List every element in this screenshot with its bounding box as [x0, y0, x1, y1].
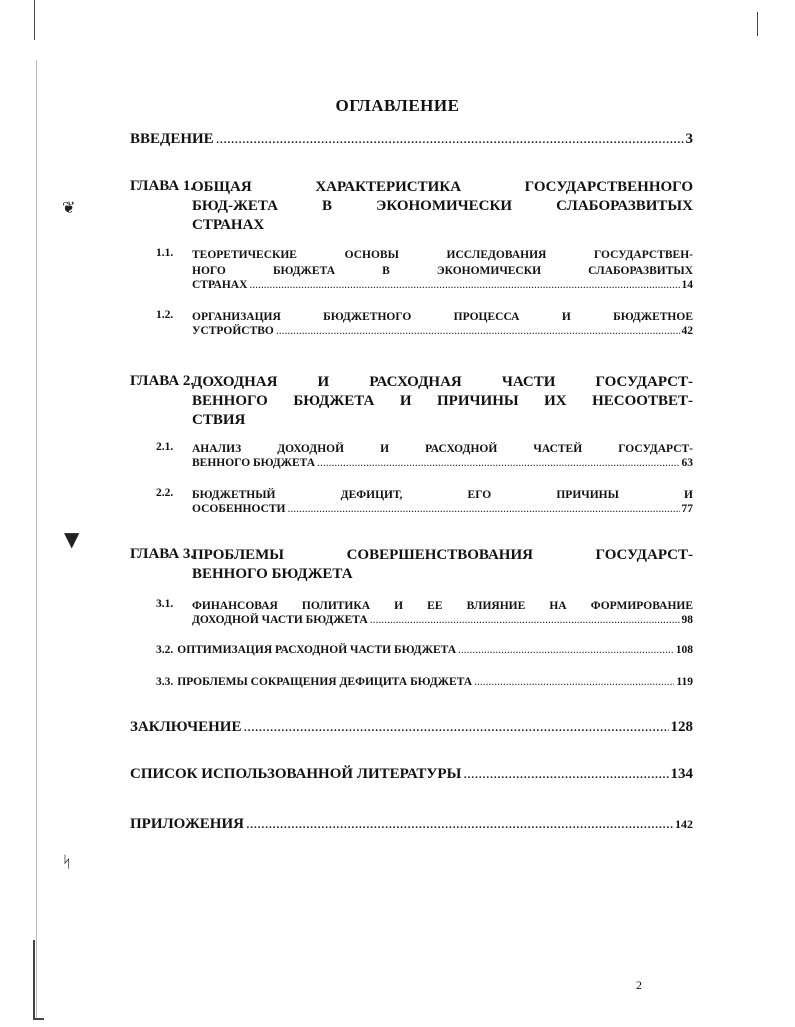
toc-chapter-3[interactable] — [130, 546, 693, 584]
section-title-line: СТРАНАХ — [192, 279, 248, 291]
section-number: 1.2. — [156, 309, 174, 321]
scan-speck-icon: ❦ — [62, 198, 76, 217]
chapter-prefix: ГЛАВА 3. — [130, 546, 195, 562]
section-title-line: АНАЛИЗ ДОХОДНОЙ И РАСХОДНОЙ ЧАСТЕЙ ГОСУДАРСТ- — [192, 443, 693, 455]
chapter-title-line: ВЕННОГО БЮДЖЕТА — [192, 566, 353, 582]
chapter-title-line: ПРОБЛЕМЫ СОВЕРШЕНСТВОВАНИЯ ГОСУДАРСТ- — [192, 547, 693, 563]
toc-section-3-2[interactable] — [156, 644, 693, 656]
toc-page: 42 — [681, 325, 693, 337]
scan-edge-left-top — [34, 0, 35, 40]
section-title-line: ДОХОДНОЙ ЧАСТИ БЮДЖЕТА — [192, 614, 368, 626]
toc-page: 98 — [681, 614, 693, 626]
scan-speck-icon: ▼ — [64, 527, 80, 551]
section-number: 2.2. — [156, 487, 174, 499]
section-number: 3.3. — [156, 676, 174, 688]
toc-leader — [474, 676, 674, 688]
toc-section-1-2[interactable] — [156, 309, 693, 337]
toc-leader — [249, 279, 679, 291]
toc-entry-appendix[interactable] — [130, 816, 693, 833]
toc-page: 142 — [675, 817, 693, 831]
chapter-title-line: ВЕННОГО БЮДЖЕТА И ПРИЧИНЫ ИХ НЕСООТВЕТ- — [192, 393, 693, 409]
section-title-line: ОПТИМИЗАЦИЯ РАСХОДНОЙ ЧАСТИ БЮДЖЕТА — [177, 644, 457, 656]
section-title-line: ОСОБЕННОСТИ — [192, 503, 286, 515]
toc-section-1-1[interactable] — [156, 247, 693, 291]
toc-section-3-1[interactable] — [156, 598, 693, 626]
section-number: 3.2. — [156, 644, 174, 656]
toc-page: 119 — [676, 676, 693, 688]
section-title-line: ПРОБЛЕМЫ СОКРАЩЕНИЯ ДЕФИЦИТА БЮДЖЕТА — [177, 676, 473, 688]
chapter-title-line: ОБЩАЯ ХАРАКТЕРИСТИКА ГОСУДАРСТВЕННОГО — [192, 179, 693, 195]
section-number: 2.1. — [156, 441, 174, 453]
toc-entry-references[interactable] — [130, 766, 693, 783]
toc-section-3-3[interactable] — [156, 676, 693, 688]
chapter-title-line: БЮД-ЖЕТА В ЭКОНОМИЧЕСКИ СЛАБОРАЗВИТЫХ — [192, 198, 693, 214]
toc-label: ЗАКЛЮЧЕНИЕ — [130, 719, 242, 735]
section-title-line: ВЕННОГО БЮДЖЕТА — [192, 457, 316, 469]
toc-page: 134 — [670, 766, 693, 782]
section-title-line: НОГО БЮДЖЕТА В ЭКОНОМИЧЕСКИ СЛАБОРАЗВИТЫХ — [192, 265, 693, 277]
toc-label: ПРИЛОЖЕНИЯ — [130, 816, 244, 832]
chapter-title-line: СТРАНАХ — [192, 217, 265, 233]
toc-label: СПИСОК ИСПОЛЬЗОВАННОЙ ЛИТЕРАТУРЫ — [130, 766, 462, 782]
toc-page: 3 — [685, 131, 693, 147]
section-title-line: ФИНАНСОВАЯ ПОЛИТИКА И ЕЕ ВЛИЯНИЕ НА ФОРМИРОВАНИЕ — [192, 600, 693, 612]
section-number: 1.1. — [156, 247, 174, 259]
chapter-prefix: ГЛАВА 1. — [130, 178, 195, 194]
toc-leader — [216, 131, 684, 148]
toc-page: 108 — [675, 644, 693, 656]
toc-label: ВВЕДЕНИЕ — [130, 131, 214, 147]
toc-page: 63 — [681, 457, 693, 469]
scan-edge-left — [36, 60, 37, 1020]
toc-section-2-2[interactable] — [156, 487, 693, 515]
toc-page: 14 — [681, 279, 693, 291]
chapter-title-line: ДОХОДНАЯ И РАСХОДНАЯ ЧАСТИ ГОСУДАРСТ- — [192, 374, 693, 390]
toc-chapter-2[interactable] — [130, 373, 693, 430]
section-title-line: БЮДЖЕТНЫЙ ДЕФИЦИТ, ЕГО ПРИЧИНЫ И — [192, 489, 693, 501]
toc-leader — [317, 457, 679, 469]
page-number: 2 — [636, 978, 642, 992]
section-title-line: ОРГАНИЗАЦИЯ БЮДЖЕТНОГО ПРОЦЕССА И БЮДЖЕТНОЕ — [192, 311, 693, 323]
section-title-line: ТЕОРЕТИЧЕСКИЕ ОСНОВЫ ИССЛЕДОВАНИЯ ГОСУДАРСТВЕН- — [192, 249, 693, 261]
toc-leader — [243, 719, 668, 736]
scan-edge-right — [757, 12, 758, 36]
chapter-title-line: СТВИЯ — [192, 412, 246, 428]
section-title-line: УСТРОЙСТВО — [192, 325, 274, 337]
toc-entry-conclusion[interactable] — [130, 719, 693, 736]
toc-page: 77 — [681, 503, 693, 515]
toc-leader — [246, 816, 673, 833]
section-number: 3.1. — [156, 598, 174, 610]
toc-leader — [370, 614, 680, 626]
toc-leader — [463, 766, 668, 783]
toc-leader — [288, 503, 680, 515]
scan-edge-bottom — [34, 1018, 44, 1020]
toc-chapter-1[interactable] — [130, 178, 693, 235]
toc-leader — [458, 644, 674, 656]
toc-section-2-1[interactable] — [156, 441, 693, 469]
scan-edge-left-bottom — [33, 940, 35, 1020]
toc-leader — [276, 325, 680, 337]
chapter-prefix: ГЛАВА 2. — [130, 373, 195, 389]
page-title: ОГЛАВЛЕНИЕ — [335, 96, 460, 115]
toc-entry-introduction[interactable] — [130, 131, 693, 148]
scan-speck-icon: ᛋ — [62, 852, 72, 871]
toc-page: 128 — [670, 719, 693, 735]
